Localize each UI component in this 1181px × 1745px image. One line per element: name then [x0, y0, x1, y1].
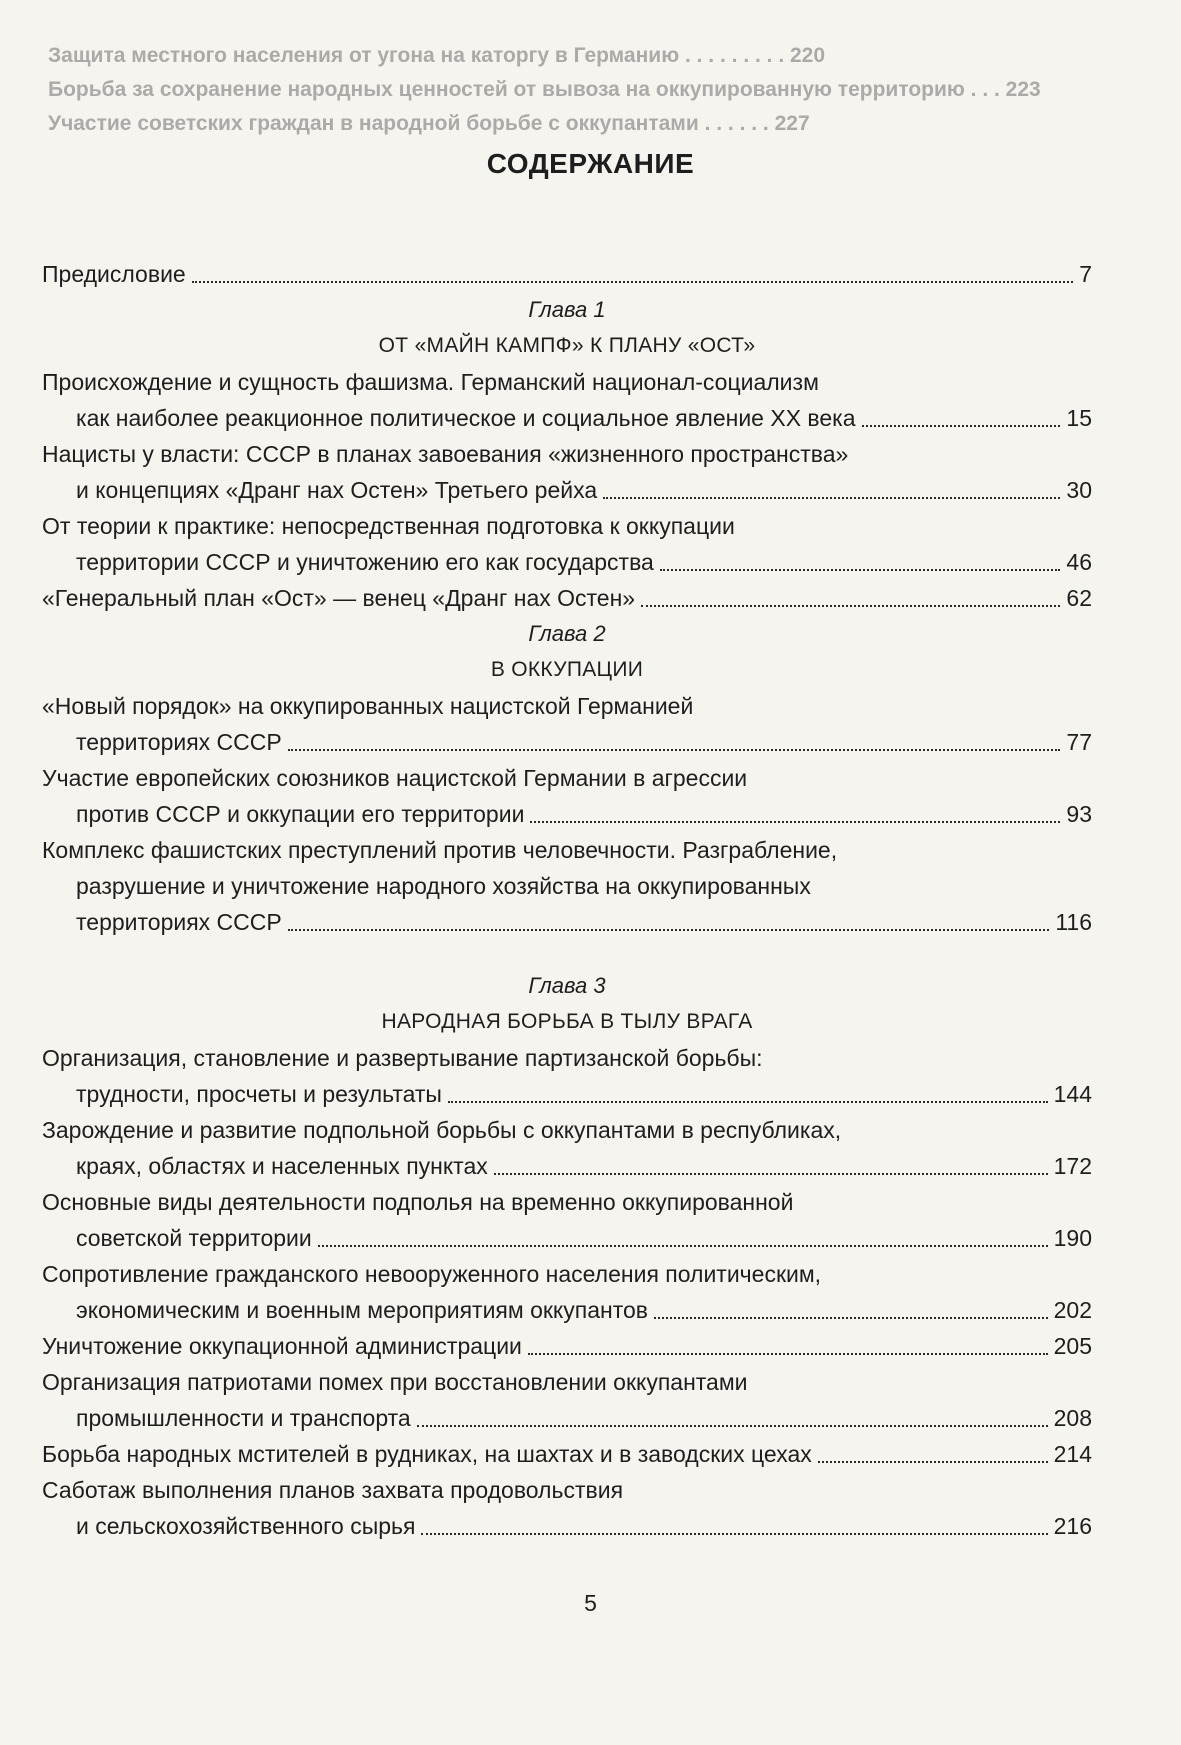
toc-entry-page: 202	[1053, 1297, 1092, 1323]
toc-entry[interactable]	[42, 1436, 1092, 1472]
dot-leader	[192, 281, 1073, 283]
chapter-title: ОТ «МАЙН КАМПФ» К ПЛАНУ «ОСТ»	[378, 334, 756, 357]
dot-leader	[421, 1533, 1047, 1535]
toc-entry-last-line	[42, 1508, 1092, 1544]
chapters	[42, 292, 1092, 1544]
toc-entry[interactable]	[42, 364, 1092, 436]
page-number: 5	[584, 1590, 597, 1616]
toc-entry-last-line	[42, 544, 1092, 580]
dot-leader	[530, 821, 1060, 823]
toc-entry-title-line: экономическим и военным мероприятиям оккупантов	[76, 1297, 648, 1323]
toc-entry-page: 30	[1066, 477, 1092, 503]
chapter-label: Глава 2	[528, 621, 606, 646]
chapter-spacer	[42, 940, 1092, 968]
table-of-contents	[42, 256, 1092, 1544]
toc-entry-page: 216	[1053, 1513, 1092, 1539]
toc-entry[interactable]	[42, 1112, 1092, 1184]
toc-entry-page: 62	[1066, 585, 1092, 611]
toc-entry[interactable]	[42, 580, 1092, 616]
toc-entry[interactable]	[42, 1040, 1092, 1112]
toc-entry-page: 116	[1055, 909, 1092, 935]
toc-entry-title-line: Происхождение и сущность фашизма. Германский национал-социализм	[42, 369, 819, 395]
toc-entry[interactable]	[42, 1328, 1092, 1364]
chapter-1	[42, 292, 1092, 616]
toc-entry-preface[interactable]	[42, 256, 1092, 292]
toc-entry-title-line: территориях СССР	[76, 909, 282, 935]
toc-entry-title-line: и сельскохозяйственного сырья	[76, 1513, 416, 1539]
toc-entry-last-line	[42, 796, 1092, 832]
toc-entry-title-line: территории СССР и уничтожению его как государства	[76, 549, 654, 575]
toc-entry-title-line: Сопротивление гражданского невооруженного населения политическим,	[42, 1261, 822, 1287]
toc-entry[interactable]	[42, 1364, 1092, 1436]
toc-entry-title-line: как наиболее реакционное политическое и социальное явление XX века	[76, 405, 856, 431]
toc-entry-last-line	[42, 724, 1092, 760]
toc-entry[interactable]	[42, 508, 1092, 580]
dot-leader	[660, 569, 1061, 571]
toc-entry[interactable]	[42, 436, 1092, 508]
toc-entry-title-line: От теории к практике: непосредственная подготовка к оккупации	[42, 513, 735, 539]
dot-leader	[288, 749, 1061, 751]
toc-entry-title-line: территориях СССР	[76, 729, 282, 755]
bleed-through-line-2: Борьба за сохранение народных ценностей от вывоза на оккупированную территорию . . . 223	[48, 78, 1041, 101]
dot-leader	[494, 1173, 1048, 1175]
chapter-label: Глава 1	[528, 297, 606, 322]
toc-entry-title-line: краях, областях и населенных пунктах	[76, 1153, 488, 1179]
toc-entry-page: 7	[1079, 261, 1092, 287]
toc-entry-title-line: Нацисты у власти: СССР в планах завоевания «жизненного пространства»	[42, 441, 849, 467]
chapter-title: НАРОДНАЯ БОРЬБА В ТЫЛУ ВРАГА	[381, 1010, 753, 1033]
toc-entry-title-line: Саботаж выполнения планов захвата продовольствия	[42, 1477, 624, 1503]
chapter-title: В ОККУПАЦИИ	[490, 658, 644, 681]
toc-entry-page: 172	[1053, 1153, 1092, 1179]
bleed-through-line-3: Участие советских граждан в народной борьбе с оккупантами . . . . . . 227	[48, 112, 810, 135]
bleed-through-line-1: Защита местного населения от угона на каторгу в Германию . . . . . . . . . 220	[48, 44, 826, 67]
toc-entry-title-line: Комплекс фашистских преступлений против человечности. Разграбление,	[42, 837, 838, 863]
dot-leader	[641, 605, 1060, 607]
toc-entry-last-line	[42, 1220, 1092, 1256]
toc-entry-title-line: Организация, становление и развертывание партизанской борьбы:	[42, 1045, 763, 1071]
toc-entry-page: 77	[1066, 729, 1092, 755]
toc-entry-title-line: против СССР и оккупации его территории	[76, 801, 525, 827]
toc-entry-page: 15	[1066, 405, 1092, 431]
toc-entry-title-line: Организация патриотами помех при восстановлении оккупантами	[42, 1369, 748, 1395]
toc-entry-title-line: Зарождение и развитие подпольной борьбы с оккупантами в республиках,	[42, 1117, 842, 1143]
toc-entry[interactable]	[42, 832, 1092, 940]
dot-leader	[288, 929, 1050, 931]
toc-entry-title-line: промышленности и транспорта	[76, 1405, 411, 1431]
toc-entry-last-line	[42, 904, 1092, 940]
toc-entry-last-line	[42, 472, 1092, 508]
dot-leader	[417, 1425, 1048, 1427]
toc-entry-page: 208	[1053, 1405, 1092, 1431]
toc-entry-title-line: Участие европейских союзников нацистской Германии в агрессии	[42, 765, 748, 791]
toc-entry[interactable]	[42, 1184, 1092, 1256]
dot-leader	[862, 425, 1061, 427]
dot-leader	[318, 1245, 1048, 1247]
dot-leader	[654, 1317, 1048, 1319]
toc-entry-title-line: трудности, просчеты и результаты	[76, 1081, 442, 1107]
toc-entry-page: 46	[1066, 549, 1092, 575]
toc-entry-title-line: «Новый порядок» на оккупированных нацистской Германией	[42, 693, 694, 719]
toc-entry-title-line: советской территории	[76, 1225, 312, 1251]
dot-leader	[448, 1101, 1048, 1103]
toc-entry[interactable]	[42, 688, 1092, 760]
toc-entry-page: 214	[1053, 1441, 1092, 1467]
page-title: СОДЕРЖАНИЕ	[486, 148, 695, 179]
chapter-3	[42, 940, 1092, 1544]
toc-entry[interactable]	[42, 1256, 1092, 1328]
toc-entry-page: 205	[1053, 1333, 1092, 1359]
toc-entry-page: 190	[1053, 1225, 1092, 1251]
toc-entry-page: 144	[1053, 1081, 1092, 1107]
toc-entry[interactable]	[42, 760, 1092, 832]
toc-entry-title: «Генеральный план «Ост» — венец «Дранг нах Остен»	[42, 585, 636, 611]
chapter-label: Глава 3	[528, 973, 606, 998]
dot-leader	[528, 1353, 1048, 1355]
toc-entry-last-line	[42, 1148, 1092, 1184]
dot-leader	[603, 497, 1060, 499]
dot-leader	[818, 1461, 1048, 1463]
toc-entry-title: Предисловие	[42, 261, 186, 287]
toc-entry-title: Уничтожение оккупационной администрации	[42, 1333, 522, 1359]
toc-entry-title-line: разрушение и уничтожение народного хозяйства на оккупированных	[76, 873, 811, 899]
toc-entry-title-line: Основные виды деятельности подполья на временно оккупированной	[42, 1189, 794, 1215]
toc-entry-last-line	[42, 400, 1092, 436]
toc-entry-last-line	[42, 1292, 1092, 1328]
toc-entry-last-line	[42, 1400, 1092, 1436]
toc-entry-title: Борьба народных мстителей в рудниках, на шахтах и в заводских цехах	[42, 1441, 812, 1467]
toc-entry-title-line: и концепциях «Дранг нах Остен» Третьего рейха	[76, 477, 598, 503]
chapter-2	[42, 616, 1092, 940]
toc-entry-last-line	[42, 1076, 1092, 1112]
toc-entry[interactable]	[42, 1472, 1092, 1544]
toc-entry-page: 93	[1066, 801, 1092, 827]
